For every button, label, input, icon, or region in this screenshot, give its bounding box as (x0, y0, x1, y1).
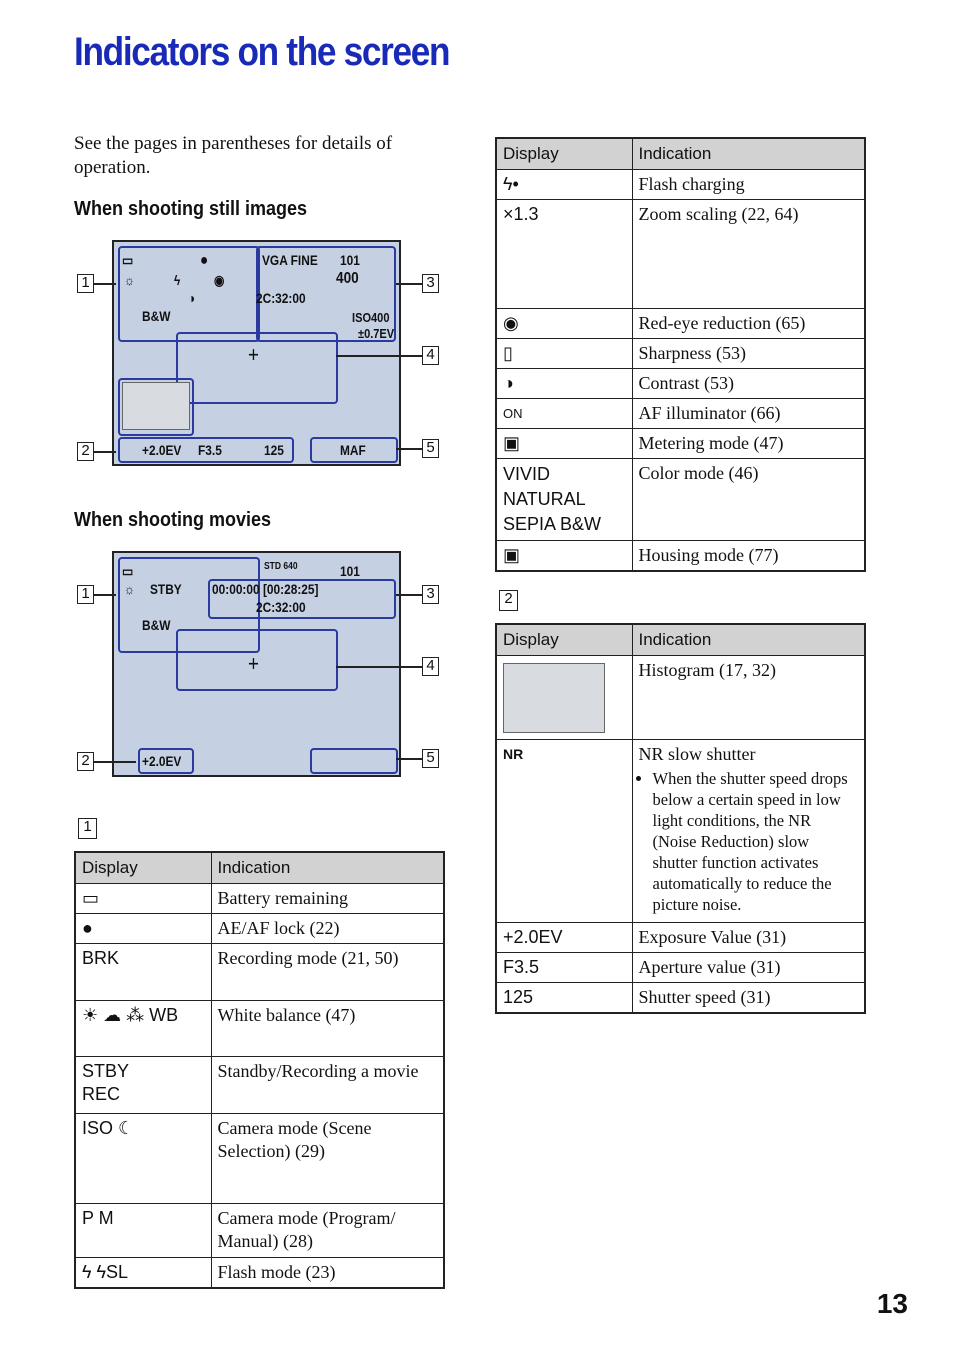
indication-cell: AF illuminator (66) (632, 399, 865, 429)
table-row (496, 459, 865, 541)
display-cell: ◑ (496, 369, 632, 399)
leader-line (396, 758, 422, 760)
indication-cell: Flash mode (23) (211, 1258, 444, 1289)
indication-cell: Histogram (17, 32) (632, 656, 865, 740)
battery-icon: ▭ (122, 563, 134, 579)
display-cell: STBY REC (75, 1057, 211, 1114)
callout-5-still: 5 (422, 439, 439, 458)
indication-cell: Metering mode (47) (632, 429, 865, 459)
table-row (496, 429, 865, 459)
table-row (75, 914, 444, 944)
display-cell (496, 656, 632, 740)
table2-label: 2 (499, 590, 518, 611)
callout-3-still: 3 (422, 274, 439, 293)
movie-std: STD 640 (264, 561, 298, 572)
leader-line (94, 451, 116, 453)
indication-cell: Shutter speed (31) (632, 983, 865, 1014)
callout-1-movie: 1 (77, 585, 94, 604)
table-row (75, 1258, 444, 1289)
indication-cell (632, 740, 865, 923)
table-row (496, 339, 865, 369)
still-selftimer: 2C:32:00 (256, 290, 306, 306)
display-cell: NR (496, 740, 632, 923)
nr-note: • When the shutter speed drops below a certain speed in low light conditions, the NR (Noise Reduction) slow shutter function activates automatically to reduce the picture noise. (653, 768, 859, 915)
table-2 (495, 623, 866, 1014)
still-shots: 400 (336, 270, 359, 287)
leader-line (94, 761, 136, 763)
still-heading: When shooting still images (74, 198, 308, 220)
table-row (75, 1204, 444, 1258)
indication-cell: White balance (47) (211, 1001, 444, 1057)
display-cell: ▣ (496, 429, 632, 459)
crosshair-icon: + (248, 651, 259, 676)
still-bw: B&W (142, 308, 171, 324)
header-indication: Indication (632, 138, 865, 170)
indication-cell: Camera mode (Scene Selection) (29) (211, 1114, 444, 1204)
table-row (496, 983, 865, 1014)
callout-5-movie: 5 (422, 749, 439, 768)
table-row (496, 740, 865, 923)
red-eye-icon: ◉ (214, 272, 225, 288)
indication-cell: Zoom scaling (22, 64) (632, 200, 865, 309)
white-balance-icon: ☼ (124, 581, 135, 597)
callout-4-still: 4 (422, 346, 439, 365)
movie-selftimer: 2C:32:00 (256, 599, 306, 615)
display-cell: ×1.3 (496, 200, 632, 309)
table-row (75, 1057, 444, 1114)
movie-ev: +2.0EV (142, 753, 182, 769)
indication-cell: Sharpness (53) (632, 339, 865, 369)
table-row (496, 309, 865, 339)
display-cell: ◉ (496, 309, 632, 339)
display-cell: ▯ (496, 339, 632, 369)
header-display: Display (75, 852, 211, 884)
table-1-continued (495, 137, 866, 572)
indication-cell: Battery remaining (211, 884, 444, 914)
table-row (496, 541, 865, 572)
table-row (75, 944, 444, 1001)
indication-cell: Standby/Recording a movie (211, 1057, 444, 1114)
display-cell: ● (75, 914, 211, 944)
callout-2-movie: 2 (77, 752, 94, 771)
still-aperture: F3.5 (198, 442, 222, 458)
callout-1-still: 1 (77, 274, 94, 293)
table-1 (74, 851, 445, 1289)
movie-time: 00:00:00 [00:28:25] (212, 581, 319, 597)
page-title: Indicators on the screen (74, 30, 450, 74)
still-iso: ISO400 (352, 310, 390, 325)
display-cell: ϟ• (496, 170, 632, 200)
table-row (496, 953, 865, 983)
leader-line (396, 448, 422, 450)
indication-cell: Red-eye reduction (65) (632, 309, 865, 339)
histogram-preview (122, 382, 190, 430)
leader-line (396, 283, 422, 285)
header-display: Display (496, 138, 632, 170)
display-cell: ISO ☾ (75, 1114, 211, 1204)
intro-text: See the pages in parentheses for details of operation. (74, 133, 393, 178)
still-screen-diagram (112, 240, 401, 466)
display-cell: +2.0EV (496, 923, 632, 953)
callout-2-still: 2 (77, 442, 94, 461)
table-row (496, 170, 865, 200)
display-cell: F3.5 (496, 953, 632, 983)
indication-cell: Color mode (46) (632, 459, 865, 541)
table-row (75, 1114, 444, 1204)
header-indication: Indication (211, 852, 444, 884)
movie-screen-diagram (112, 551, 401, 777)
indication-cell: Camera mode (Program/ Manual) (28) (211, 1204, 444, 1258)
display-cell: ON (496, 399, 632, 429)
page-number: 13 (876, 1288, 908, 1319)
still-shutter: 125 (264, 442, 284, 458)
table-row (496, 923, 865, 953)
display-cell: ☀ ☁ ⁂ WB (75, 1001, 211, 1057)
still-folder: 101 (340, 252, 360, 268)
callout-3-movie: 3 (422, 585, 439, 604)
table1-label: 1 (78, 818, 97, 839)
table-row (75, 1001, 444, 1057)
leader-line (336, 355, 422, 357)
movie-heading: When shooting movies (74, 509, 272, 531)
table-row (75, 884, 444, 914)
table-row (496, 369, 865, 399)
nr-title: NR slow shutter (638, 744, 756, 764)
indication-cell: Aperture value (31) (632, 953, 865, 983)
header-indication: Indication (632, 624, 865, 656)
display-cell: VIVID NATURAL SEPIA B&W (496, 459, 632, 541)
battery-icon: ▭ (122, 252, 134, 268)
display-cell: 125 (496, 983, 632, 1014)
indication-cell: AE/AF lock (22) (211, 914, 444, 944)
leader-line (396, 594, 422, 596)
callout-4-movie: 4 (422, 657, 439, 676)
still-ev-small: ±0.7EV (358, 326, 395, 341)
contrast-icon: ◑ (188, 290, 196, 306)
display-cell: P M (75, 1204, 211, 1258)
still-quality: VGA FINE (262, 252, 318, 268)
leader-line (94, 283, 116, 285)
still-af: MAF (340, 442, 366, 458)
leader-line (94, 594, 116, 596)
indication-cell: Exposure Value (31) (632, 923, 865, 953)
group-5-box (310, 748, 398, 774)
aeaf-lock-icon: ● (200, 252, 209, 269)
table-row (496, 200, 865, 309)
leader-line (336, 666, 422, 668)
white-balance-icon: ☼ (124, 272, 135, 288)
display-cell: ▣ (496, 541, 632, 572)
display-cell: ▭ (75, 884, 211, 914)
flash-icon: ϟ (174, 272, 181, 288)
table-row (496, 399, 865, 429)
indication-cell: Recording mode (21, 50) (211, 944, 444, 1001)
indication-cell: Flash charging (632, 170, 865, 200)
table-row (496, 656, 865, 740)
movie-stby: STBY (150, 581, 182, 597)
display-cell: BRK (75, 944, 211, 1001)
movie-folder: 101 (340, 563, 360, 579)
movie-bw: B&W (142, 617, 171, 633)
histogram-image (503, 663, 605, 733)
still-ev: +2.0EV (142, 442, 182, 458)
crosshair-icon: + (248, 342, 259, 367)
indication-cell: Housing mode (77) (632, 541, 865, 572)
indication-cell: Contrast (53) (632, 369, 865, 399)
header-display: Display (496, 624, 632, 656)
display-cell: ϟ ϟSL (75, 1258, 211, 1289)
